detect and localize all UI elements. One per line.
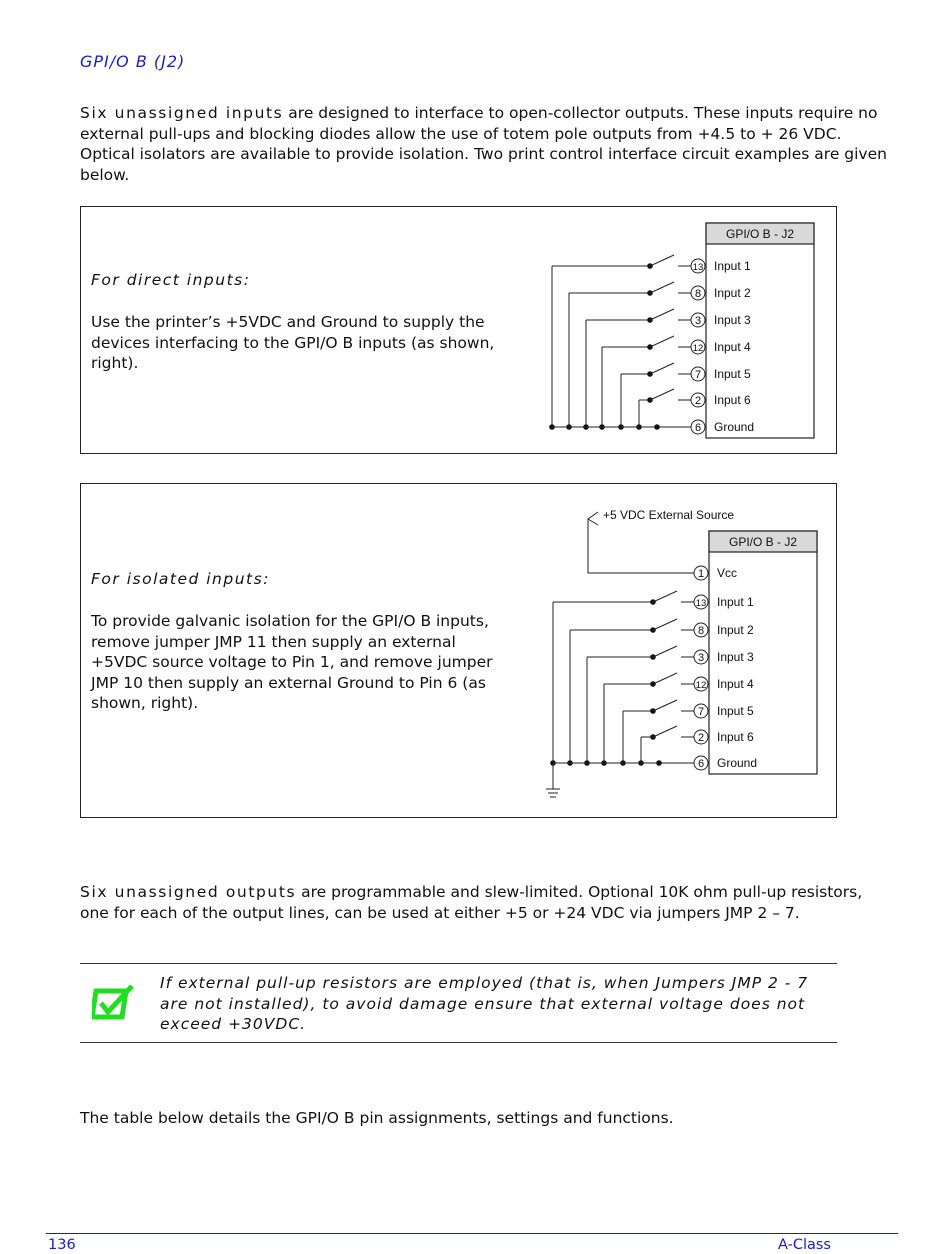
isolated-inputs-title: For isolated inputs:: [91, 570, 270, 588]
footer-rule: [46, 1233, 898, 1234]
isolated-inputs-box: [80, 483, 837, 818]
intro-rest: are designed to interface to open-collector outputs. These inputs require no external pull-ups and blocking diodes allow the use of totem pole outputs from +4.5 to + 26 VDC. Optical isolators are available to provide isolation. Two print control interface circuit examples are given below.: [80, 104, 887, 184]
pin-label: Input 4: [714, 340, 751, 354]
pin-label: Ground: [714, 420, 755, 434]
pin-number: 13: [695, 598, 707, 609]
pin-label: Input 1: [714, 259, 751, 273]
note-top-rule: [80, 963, 837, 964]
pin-label: Input 6: [714, 393, 751, 407]
connector-header: GPI/O B - J2: [728, 535, 798, 549]
switch-arm: [650, 309, 674, 320]
pin-label: Input 3: [717, 650, 754, 664]
switch-arm: [653, 619, 677, 630]
connector-header: GPI/O B - J2: [725, 227, 795, 241]
isolated-inputs-diagram: [81, 484, 838, 819]
switch-arm: [653, 673, 677, 684]
direct-inputs-box: [80, 206, 837, 454]
pin-number: 8: [694, 288, 702, 300]
pin-number: 7: [697, 706, 705, 718]
junction-dot: [656, 760, 662, 766]
checkmark-icon: [92, 985, 138, 1021]
intro-lead: Six unassigned inputs: [80, 104, 284, 122]
pin-label: Input 5: [717, 704, 754, 718]
pin-number: 6: [694, 422, 702, 434]
switch-arm: [650, 389, 674, 400]
switch-arm: [650, 255, 674, 266]
pin-number: 2: [694, 395, 702, 407]
source-arrow: [588, 519, 598, 525]
note-bottom-rule: [80, 1042, 837, 1043]
pin-number: 12: [695, 680, 707, 691]
pin-number: 13: [692, 262, 704, 273]
pin-label: Input 3: [714, 313, 751, 327]
junction-dot: [654, 424, 660, 430]
switch-arm: [650, 363, 674, 374]
outputs-rest: are programmable and slew-limited. Optional 10K ohm pull-up resistors, one for each of the output lines, can be used at either +5 or +24 VDC via jumpers JMP 2 – 7.: [80, 883, 863, 922]
section-heading: GPI/O B (J2): [80, 52, 186, 71]
switch-arm: [650, 282, 674, 293]
intro-paragraph: [80, 103, 900, 185]
note-text: If external pull-up resistors are employed (that is, when Jumpers JMP 2 - 7 are not installed), to avoid damage ensure that external voltage does not exceed +30VDC.: [160, 974, 809, 1033]
pin-label: Input 5: [714, 367, 751, 381]
pin-number: 1: [697, 568, 705, 580]
pin-label: Vcc: [717, 566, 738, 580]
pin-label: Input 2: [714, 286, 751, 300]
switch-arm: [653, 700, 677, 711]
pin-label: Input 4: [717, 677, 754, 691]
source-label: +5 VDC External Source: [603, 508, 735, 522]
pin-label: Ground: [717, 756, 758, 770]
table-intro: The table below details the GPI/O B pin assignments, settings and functions.: [80, 1109, 674, 1127]
pin-number: 8: [697, 625, 705, 637]
outputs-paragraph: [80, 882, 890, 923]
pin-number: 7: [694, 369, 702, 381]
pin-number: 12: [692, 343, 704, 354]
pin-number: 2: [697, 732, 705, 744]
pin-label: Input 2: [717, 623, 754, 637]
pin-number: 6: [697, 758, 705, 770]
switch-arm: [653, 726, 677, 737]
switch-arm: [653, 646, 677, 657]
pin-label: Input 6: [717, 730, 754, 744]
pin-number: 3: [697, 652, 705, 664]
isolated-inputs-text: To provide galvanic isolation for the GPI/O B inputs, remove jumper JMP 11 then supply an external +5VDC source voltage to Pin 1, and remove jumper JMP 10 then supply an external Ground to Pin 6 (as shown, right).: [91, 612, 493, 712]
page-number: 136: [48, 1237, 76, 1253]
direct-inputs-diagram: [81, 207, 838, 455]
pin-label: Input 1: [717, 595, 754, 609]
direct-inputs-text: Use the printer’s +5VDC and Ground to supply the devices interfacing to the GPI/O B inputs (as shown, right).: [91, 313, 495, 372]
switch-arm: [650, 336, 674, 347]
pin-number: 3: [694, 315, 702, 327]
switch-arm: [653, 591, 677, 602]
direct-inputs-title: For direct inputs:: [91, 271, 251, 289]
product-name: A-Class: [778, 1237, 831, 1253]
outputs-lead: Six unassigned outputs: [80, 883, 297, 901]
